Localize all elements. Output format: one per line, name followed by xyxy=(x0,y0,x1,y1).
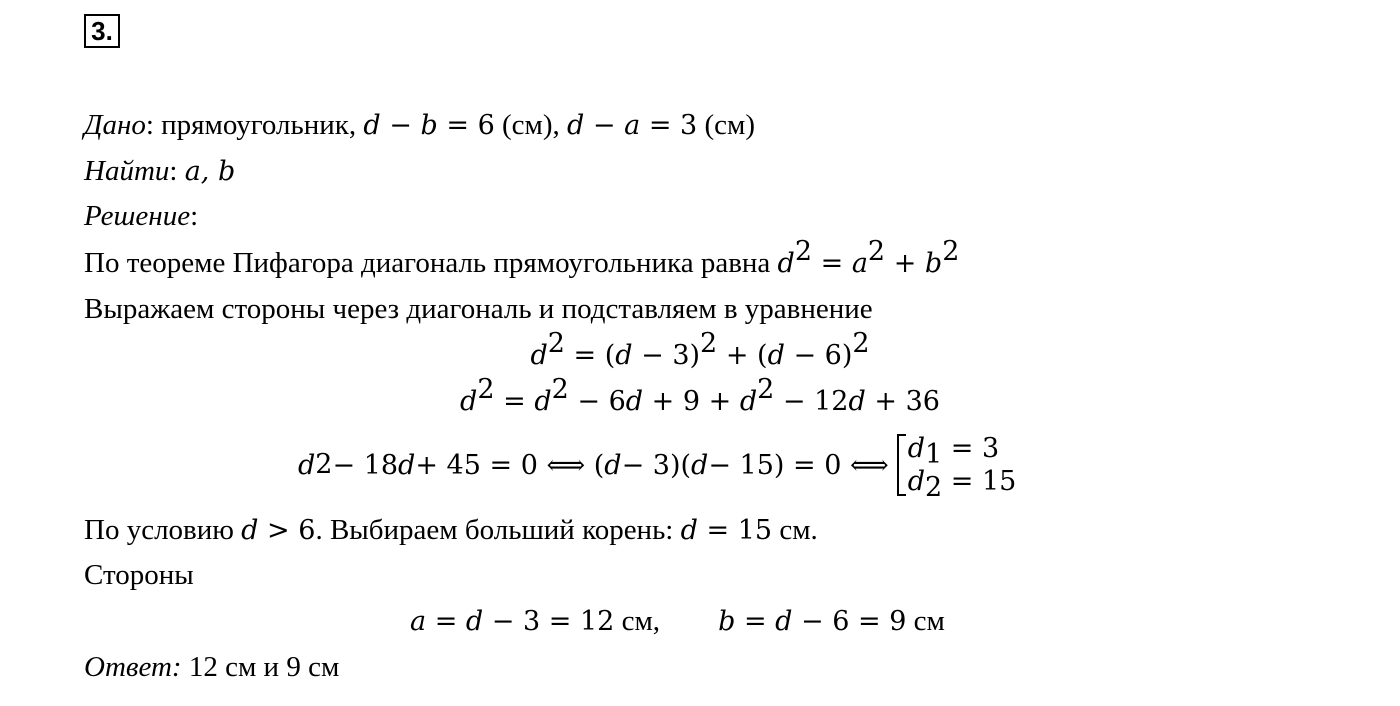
condition-text: . Выбираем больший корень: xyxy=(315,514,681,546)
given-colon: : xyxy=(145,109,154,141)
pythagoras-line xyxy=(84,236,960,281)
expr: − 12 xyxy=(774,386,849,417)
problem-number: 3. xyxy=(84,14,120,48)
equation-2 xyxy=(0,374,1400,419)
sides-line xyxy=(84,558,194,592)
var-d: d xyxy=(530,340,548,371)
eq-value: = 6 xyxy=(437,110,495,141)
expr: − 6) xyxy=(784,340,853,371)
express-line xyxy=(84,292,873,326)
condition-text: По условию xyxy=(84,514,242,546)
var-d: d xyxy=(767,340,785,371)
power: 2 xyxy=(547,328,565,359)
sides-label: Стороны xyxy=(84,559,194,591)
equation-1 xyxy=(0,328,1400,373)
var-b: b xyxy=(718,606,736,637)
var-d: d xyxy=(615,340,633,371)
var-d: d xyxy=(465,606,484,637)
var-d: d xyxy=(739,386,758,417)
var-d: d xyxy=(241,515,259,546)
gap xyxy=(660,605,718,637)
expr: = xyxy=(735,606,776,637)
solution-label: Решение xyxy=(84,200,191,232)
var-d: d xyxy=(567,110,585,141)
var-d: d xyxy=(848,386,866,417)
var-d: d xyxy=(907,466,925,497)
expr: + 36 xyxy=(865,386,940,417)
var-d: d xyxy=(777,248,795,279)
power: 2 xyxy=(700,328,718,359)
expr: + 9 + xyxy=(643,386,740,417)
expr: − 6 xyxy=(568,386,626,417)
expr: − 3 = 12 xyxy=(483,606,615,637)
var-b: b xyxy=(924,248,943,279)
given-line xyxy=(84,108,755,143)
expr: − 3) xyxy=(632,340,701,371)
var-d: d xyxy=(680,515,698,546)
var-d: d xyxy=(363,110,381,141)
var-d: d xyxy=(398,449,416,481)
power: 2 xyxy=(757,374,775,405)
power: 2 xyxy=(942,236,960,267)
power: 2 xyxy=(867,236,886,267)
op: − xyxy=(584,110,625,141)
var-d: d xyxy=(298,449,316,481)
expr: − 18 xyxy=(332,449,399,481)
given-text: прямоугольник, xyxy=(153,109,364,141)
op: = xyxy=(812,248,852,279)
expr: > 6 xyxy=(258,515,316,546)
var-d: d xyxy=(604,449,622,481)
solution-colon: : xyxy=(190,200,199,232)
eq-value: = 3 xyxy=(640,110,698,141)
op: − xyxy=(380,110,421,141)
subscript: 2 xyxy=(924,472,943,503)
answer-text: 12 см и 9 см xyxy=(181,651,340,683)
power: 2 xyxy=(852,328,870,359)
sides-equation xyxy=(410,604,945,639)
solution-line xyxy=(84,199,198,233)
expr: − 6 = 9 xyxy=(792,606,907,637)
subscript: 1 xyxy=(924,439,943,470)
var-d: d xyxy=(907,433,925,464)
answer-label: Ответ: xyxy=(84,651,182,683)
condition-line xyxy=(84,513,818,548)
expr: = xyxy=(426,606,466,637)
var-d: d xyxy=(534,386,552,417)
root-1 xyxy=(907,432,1017,470)
expr: = ( xyxy=(564,340,616,371)
var-d: d xyxy=(691,449,709,481)
unit: см xyxy=(906,605,945,637)
expr: − 3)( xyxy=(621,449,692,481)
var-a: a xyxy=(851,248,868,279)
answer-line xyxy=(84,650,339,684)
power: 2 xyxy=(551,374,569,405)
expr: − 15) = 0 ⟺ xyxy=(708,449,889,481)
find-label: Найти xyxy=(84,155,170,187)
express-text: Выражаем стороны через диагональ и подставляем в уравнение xyxy=(84,293,873,325)
var-d: d xyxy=(775,606,793,637)
unit: см. xyxy=(772,514,818,546)
power: 2 xyxy=(477,374,495,405)
expr: + 45 = 0 ⟺ ( xyxy=(415,449,605,481)
var-b: b xyxy=(420,110,438,141)
root-2 xyxy=(907,465,1017,503)
var-d: d xyxy=(625,386,644,417)
find-line xyxy=(84,154,235,189)
expr: = xyxy=(494,386,535,417)
power: 2 xyxy=(794,236,813,267)
pythagoras-text: По теореме Пифагора диагональ прямоугольника равна xyxy=(84,247,778,279)
equation-3: d 2 − 18 d + 45 = 0 ⟺ ( d − 3)( d − 15) = 0 ⟺ $d_1 = 3$ $d_2 = 15$ xyxy=(298,433,1017,503)
op: + xyxy=(885,248,925,279)
unit: см, xyxy=(614,605,661,637)
unit: (см) xyxy=(697,109,756,141)
bracket-icon xyxy=(897,434,906,496)
unit: (см), xyxy=(494,109,568,141)
var-a: a xyxy=(624,110,641,141)
find-colon: : xyxy=(169,155,185,187)
root-value: = 3 xyxy=(942,433,1000,464)
given-label: Дано xyxy=(84,109,146,141)
var-d: d xyxy=(460,386,478,417)
roots-system xyxy=(907,432,1017,503)
var-a: a xyxy=(410,606,427,637)
root-value: = 15 xyxy=(942,466,1017,497)
find-vars: a, b xyxy=(184,156,236,187)
expr: = 15 xyxy=(697,515,773,546)
expr: + ( xyxy=(717,340,768,371)
